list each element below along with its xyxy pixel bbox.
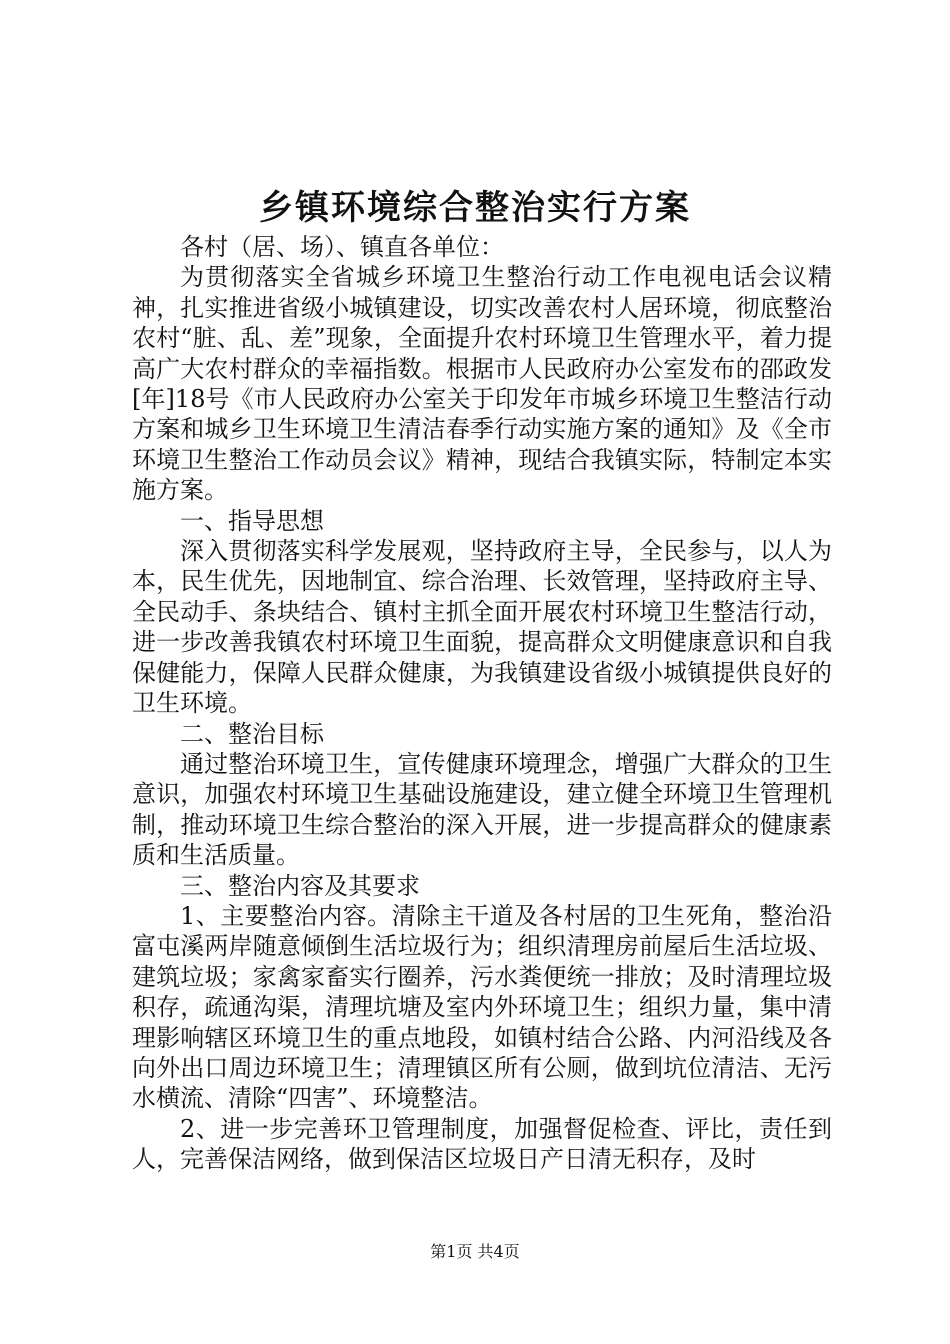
section-heading-objectives: 二、整治目标 [180,719,324,748]
objectives-paragraph: 通过整治环境卫生，宣传健康环境理念，增强广大群众的卫生意识，加强农村环境卫生基础设施建设，建立健全环境卫生管理机制，推动环境卫生综合整治的深入开展，进一步提高群众的健康素质和生活质量。 [132,749,832,870]
content-item-1-paragraph: 1、主要整治内容。清除主干道及各村居的卫生死角，整治沿富屯溪两岸随意倾倒生活垃圾行为；组织清理房前屋后生活垃圾、建筑垃圾；家禽家畜实行圈养，污水粪便统一排放；及时清理垃圾积存，疏通沟渠，清理坑塘及室内外环境卫生；组织力量，集中清理影响辖区环境卫生的重点地段，如镇村结合公路、内河沿线及各向外出口周边环境卫生；清理镇区所有公厕，做到坑位清洁、无污水横流、清除“四害”、环境整洁。 [132,901,832,1113]
document-title: 乡镇环境综合整治实行方案 [259,188,691,228]
section-heading-guiding-ideology: 一、指导思想 [180,506,324,535]
salutation: 各村（居、场）、镇直各单位： [180,233,504,261]
intro-paragraph: 为贯彻落实全省城乡环境卫生整治行动工作电视电话会议精神，扎实推进省级小城镇建设，切实改善农村人居环境，彻底整治农村“脏、乱、差”现象，全面提升农村环境卫生管理水平，着力提高广大农村群众的幸福指数。根据市人民政府办公室发布的邵政发[年]18号《市人民政府办公室关于印发年市城乡环境卫生整洁行动方案和城乡卫生环境卫生清洁春季行动实施方案的通知》及《全市环境卫生整治工作动员会议》精神，现结合我镇实际，特制定本实施方案。 [132,263,832,505]
content-item-2-paragraph: 2、进一步完善环卫管理制度，加强督促检查、评比，责任到人，完善保洁网络，做到保洁区垃圾日产日清无积存，及时 [132,1114,832,1174]
guiding-ideology-paragraph: 深入贯彻落实科学发展观，坚持政府主导，全民参与，以人为本，民生优先，因地制宜、综合治理、长效管理，坚持政府主导、全民动手、条块结合、镇村主抓全面开展农村环境卫生整洁行动，进一步改善我镇农村环境卫生面貌，提高群众文明健康意识和自我保健能力，保障人民群众健康，为我镇建设省级小城镇提供良好的卫生环境。 [132,537,832,718]
document-body [132,232,832,1175]
page-footer: 第1页 共4页 [430,1242,520,1261]
section-heading-content-requirements: 三、整治内容及其要求 [180,871,420,900]
